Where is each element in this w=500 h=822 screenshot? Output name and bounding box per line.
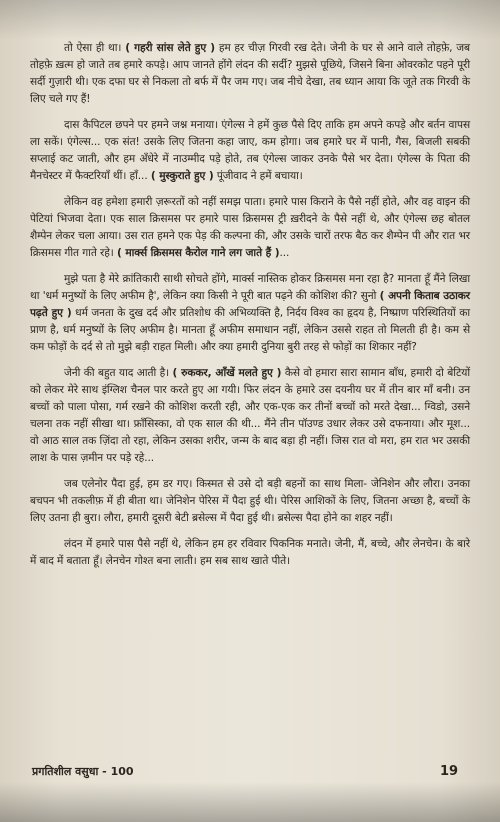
stage-direction: ( मार्क्स क्रिसमस कैरोल गाने लग जाते हैं ) xyxy=(116,247,280,259)
stage-direction: ( गहरी सांस लेते हुए ) xyxy=(125,42,215,54)
paragraph-text: हम हर चीज़ गिरवी रख देते। जेनी के घर से आने वाले तोहफ़े, जब तोहफ़े ख़त्म हो जाते तब हमारे कपड़े। आप जानते होंगे लंदन की सर्दी? मुझसे पूछिये, जिसने बिना ओवरकोट पहने पूरी सर्दी गुज़ारी थी। एक दफा घर से निकला तो बर्फ में पैर जम गए। जब नीचे देखा, तब ध्यान आया कि जूते तक गिरवी के लिए चले गए हैं! xyxy=(30,42,470,105)
journal-footer: प्रगतिशील वसुधा - 100 xyxy=(32,765,134,778)
page-bottom-shadow xyxy=(0,782,500,822)
paragraph-text: कैसे वो हमारा सारा सामान बाँध, हमारी दो बेटियों को लेकर मेरे साथ इंग्लिश चैनल पार करते हुए आ गयी। फिर लंदन के हमारे उस दयनीय घर में तीन बार माँ बनी। उन बच्चों को पाला पोसा, गर्म रखने की कोशिश करती रही, और एक-एक कर तीनों बच्चों को मरते देखा... ग्विडो, उसने चलना तक नहीं सीखा था। फ्रॉंसिस्का, वो एक साल की थी... मैंने तीन पॉउण्ड उधार लेकर उसे दफनाया। और मूश... वो आठ साल तक ज़िंदा तो रहा, लेकिन उसका शरीर, जन्म के बाद बड़ा ही नहीं। जिस रात वो मरा, हम रात भर उसकी लाश के पास ज़मीन पर पड़े रहे... xyxy=(30,367,470,464)
paragraph-text: ... xyxy=(279,247,290,259)
paragraph xyxy=(30,271,470,356)
page-top-shadow xyxy=(0,0,500,40)
paragraph xyxy=(30,365,470,467)
stage-direction: ( मुस्कुराते हुए ) xyxy=(150,170,214,182)
paragraph-text: दास कैपिटल छपने पर हमने जश्न मनाया। एंगेल्स ने हमें कुछ पैसे दिए ताकि हम अपने कपड़े और बर्तन वापस ला सकें। एंगेल्स... एक संत! उसके लिए जितना कहा जाए, कम होगा। जब हमारे घर में पानी, गैस, बिजली सबकी सप्लाई कट जाती, और हम अँधेरे में नाउम्मीद पड़े होते, तब एंगेल्स जाकर उनके पैसे भर देता। एंगेल्स के पिता की मैनचेस्टर में फैक्टरियाँ थीं। हाँ... xyxy=(30,119,470,182)
paragraph-text: तो ऐसा ही था। xyxy=(64,42,126,54)
paragraph xyxy=(30,117,470,185)
paragraph-text: जेनी की बहुत याद आती है। xyxy=(64,367,173,379)
paragraph-text: धर्म जनता के दुख दर्द और प्रतिशोध की अभिव्यक्ति है, निर्दय विश्व का हृदय है, निष्प्राण परिस्थितियों का प्राण है, धर्म मनुष्यों के लिए अफीम है। मानता हूँ अफीम समाधान नहीं, लेकिन उससे राहत तो मिलती ही है। कम से कम फोड़ों के दर्द से तो मुझे बड़ी राहत मिली। और क्या हमारी दुनिया बुरी तरह से फोड़ों का शिकार नहीं? xyxy=(30,307,471,353)
paragraph xyxy=(30,536,470,570)
paragraph-text: लेकिन वह हमेशा हमारी ज़रूरतों को नहीं समझ पाता। हमारे पास किराने के पैसे नहीं होते, और वह वाइन की पेटियां भिजवा देता। एक साल क्रिसमस पर हमारे पास क्रिसमस ट्री ख़रीदने के पैसे नहीं थे, और एंगेल्स छह बोतल शैम्पेन लेकर चला आया। उस रात हमने एक पेड़ की कल्पना की, और उसके चारों तरफ बैठ कर शैम्पेन पी और रात भर क्रिसमस गीत गाते रहे। xyxy=(30,196,470,259)
paragraph xyxy=(30,476,470,527)
stage-direction: ( अपनी किताब उठाकर पढ़ते हुए ) xyxy=(30,290,471,319)
stage-direction: ( रुककर, आँखें मलते हुए ) xyxy=(172,367,282,379)
paragraph xyxy=(30,194,470,262)
paragraph-text: जब एलेनोर पैदा हुई, हम डर गए। किस्मत से उसे दो बड़ी बहनों का साथ मिला- जेनिशेन और लौरा। उनका बचपन भी तकलीफ़ में ही बीता था। जेनिशेन पेरिस में पैदा हुई थी। पेरिस आशिकों के लिए, जितना अच्छा है, बच्चों के लिए उतना ही बुरा। लौरा, हमारी दूसरी बेटी ब्रसेल्स में पैदा हुई थी। ब्रसेल्स पैदा होने का शहर नहीं। xyxy=(30,478,470,524)
page-number: 19 xyxy=(440,764,459,779)
page-body-text xyxy=(30,40,470,579)
paragraph-text: लंदन में हमारे पास पैसे नहीं थे, लेकिन हम हर रविवार पिकनिक मनाते। जेनी, मैं, बच्चे, और लेनचेन। के बारे में बाद में बताता हूँ। लेनचेन गोश्त बना लाती। हम सब साथ खाते पीते। xyxy=(30,538,470,567)
paragraph-text: मुझे पता है मेरे क्रांतिकारी साथी सोचते होंगे, मार्क्स नास्तिक होकर क्रिसमस मना रहा है? मानता हूँ मैंने लिखा था 'धर्म मनुष्यों के लिए अफीम है', लेकिन क्या किसी ने पूरी बात पढ़ने की कोशिश की? सुनो xyxy=(30,273,470,302)
paragraph-text: पूंजीवाद ने हमें बचाया। xyxy=(213,170,303,182)
paragraph xyxy=(30,40,470,108)
